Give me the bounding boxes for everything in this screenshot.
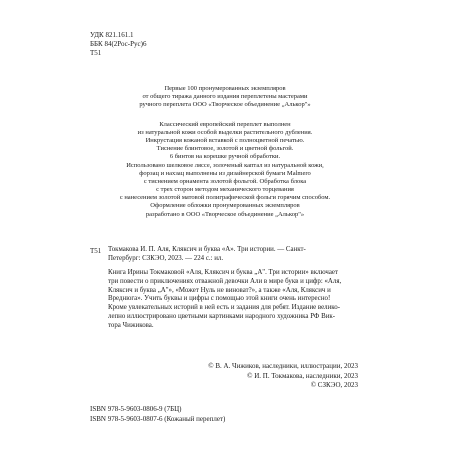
notice-line: Инкрустация кожаной вставкой с полноцветной печатью. — [145, 136, 305, 144]
notice-line: с нанесением золотой матовой полиграфической фольги горячим способом. — [119, 194, 331, 202]
abstract — [108, 269, 366, 331]
copyrights — [180, 362, 358, 391]
abstract-line: Кляксич и буква „А"», «Может Нуль не виноват?», а также «Аля, Кляксич и — [108, 286, 331, 294]
notice-line: Тиснение блинтовое, золотой и цветной фольгой. — [156, 145, 294, 153]
notice-spacer — [80, 110, 370, 121]
isbn-line: ISBN 978-5-9603-0806-9 (7БЦ) — [90, 405, 182, 413]
bib-line: Токмакова И. П. Аля, Кляксич и буква «А». Три истории. — Санкт- — [108, 246, 306, 253]
edition-notice — [80, 85, 370, 219]
bib-entry — [108, 246, 363, 264]
notice-line: ручного переплета ООО «Творческое объединение „Алькор"» — [139, 101, 311, 109]
notice-line: 6 бинтов на корешке ручной обработки. — [169, 153, 281, 161]
isbn-line: ISBN 978-5-9603-0807-6 (Кожаный переплет) — [90, 414, 226, 423]
notice-line: от общего тиража данного издания переплетены мастерами — [142, 93, 308, 101]
abstract-line: Кроме увлекательных историй в ней есть и задания для ребят. Издание велико- — [108, 304, 341, 312]
abstract-line: лепно иллюстрировано цветными картинками народного художника РФ Вик- — [108, 312, 336, 320]
bib-code: Т51 — [90, 247, 102, 255]
notice-line: с тиснением орнамента золотой фольгой. Обработка блока — [143, 177, 307, 185]
bbk-code: ББК 84(2Рос-Рус)6 — [90, 40, 147, 48]
notice-line: Классический европейский переплет выполнен — [159, 120, 291, 128]
abstract-line: Книга Ирины Токмаковой «Аля, Кляксич и буква „А". Три истории» включает — [108, 269, 338, 276]
copyright-line: © И. П. Токмакова, наследники, 2023 — [247, 371, 358, 380]
copyright-line: © В. А. Чижиков, наследники, иллюстрации, 2023 — [208, 362, 358, 370]
copyright-line: © СЗКЭО, 2023 — [310, 381, 358, 390]
notice-line: с трех сторон методом механического торцевания — [156, 186, 294, 194]
author-mark: Т51 — [90, 49, 102, 57]
notice-line: Оформление обложки пронумерованных экземпляров — [150, 202, 300, 210]
isbn-block — [90, 405, 310, 424]
notice-line: форзац и нахзац выполнены из дизайнерской бумаги Malmero — [139, 169, 311, 177]
notice-line: разработано в ООО «Творческое объединение „Алькор"» — [145, 210, 305, 218]
udk-code: УДК 821.161.1 — [90, 31, 134, 39]
abstract-line: тора Чижикова. — [108, 321, 154, 329]
notice-line: Использовано шелковое ляссе, золоченый каптал из натуральной кожи, — [126, 161, 324, 169]
bib-line: Петербург: СЗКЭО, 2023. — 224 с.: ил. — [108, 254, 224, 262]
abstract-line: три повести о приключениях отважной девочки Али в мире букв и цифр: «Аля, — [108, 277, 342, 285]
abstract-line: Вреднюга». Учить буквы и цифры с помощью этой книги очень интересно! — [108, 295, 331, 303]
notice-line: Первые 100 пронумерованных экземпляров — [164, 85, 286, 92]
notice-line: из натуральной кожи особой выделки растительного дубления. — [137, 128, 313, 136]
